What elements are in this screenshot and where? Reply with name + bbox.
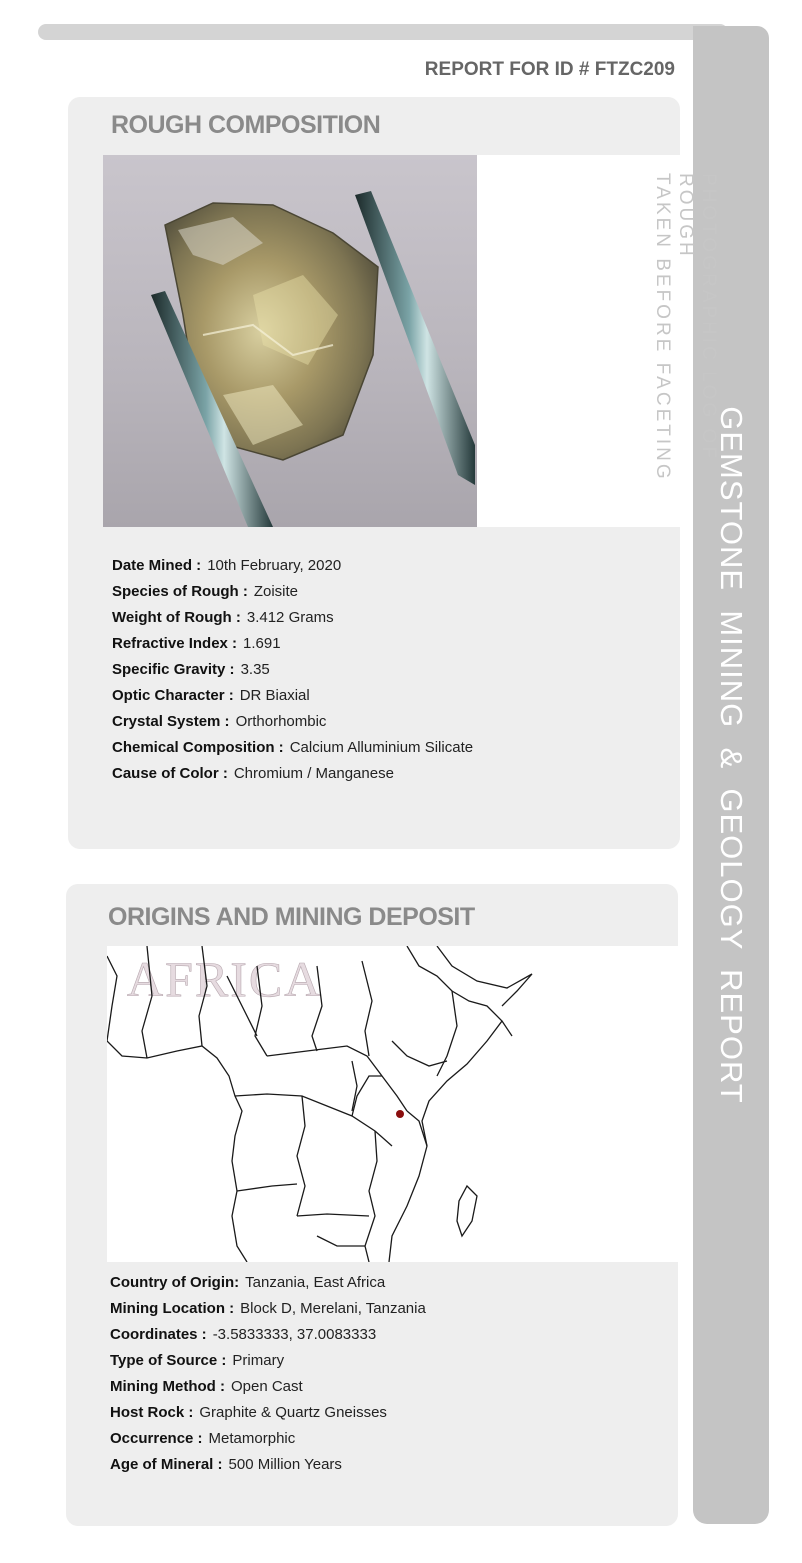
report-id: REPORT FOR ID # FTZC209: [424, 59, 675, 80]
field-mining-location: Mining Location : Block D, Merelani, Tanzania: [110, 1300, 426, 1317]
rough-fields: [112, 556, 473, 790]
rough-gemstone-photo: [103, 155, 477, 527]
gemstone-image: [103, 155, 477, 527]
top-bar: [38, 24, 728, 40]
field-date-mined: Date Mined : 10th February, 2020: [112, 557, 342, 574]
field-occurrence: Occurrence : Metamorphic: [110, 1430, 296, 1447]
map-label: AFRICA: [127, 951, 323, 1007]
africa-map: [107, 946, 678, 1262]
photo-caption: [651, 173, 720, 527]
field-coordinates: Coordinates : -3.5833333, 37.0083333: [110, 1326, 377, 1343]
photo-caption-line-1: PHOTOGRAPHIC LOG OF ROUGH: [675, 173, 719, 461]
photo-area: [103, 155, 719, 527]
rough-composition-panel: [68, 97, 719, 849]
origins-title: ORIGINS AND MINING DEPOSIT: [108, 903, 475, 931]
photo-caption-line-2: TAKEN BEFORE FACETING: [652, 173, 673, 482]
side-title: GEMSTONE MINING & GEOLOGY REPORT: [714, 406, 749, 1104]
field-weight: Weight of Rough : 3.412 Grams: [112, 609, 334, 626]
rough-composition-title: ROUGH COMPOSITION: [111, 111, 381, 139]
field-type-of-source: Type of Source : Primary: [110, 1352, 285, 1369]
field-mining-method: Mining Method : Open Cast: [110, 1378, 303, 1395]
origins-panel: [66, 884, 678, 1526]
field-refractive-index: Refractive Index : 1.691: [112, 635, 281, 652]
map-svg: [107, 946, 678, 1262]
field-chemical-composition: Chemical Composition : Calcium Alluminium Silicate: [112, 739, 474, 756]
field-age-of-mineral: Age of Mineral : 500 Million Years: [110, 1456, 342, 1473]
field-specific-gravity: Specific Gravity : 3.35: [112, 661, 270, 678]
origins-fields: [110, 1273, 426, 1481]
field-cause-of-color: Cause of Color : Chromium / Manganese: [112, 765, 394, 782]
field-optic-character: Optic Character : DR Biaxial: [112, 687, 310, 704]
field-country-of-origin: Country of Origin: Tanzania, East Africa: [110, 1274, 386, 1291]
field-species: Species of Rough : Zoisite: [112, 583, 299, 600]
field-host-rock: Host Rock : Graphite & Quartz Gneisses: [110, 1404, 387, 1421]
mine-location-marker: [396, 1110, 404, 1118]
field-crystal-system: Crystal System : Orthorhombic: [112, 713, 327, 730]
